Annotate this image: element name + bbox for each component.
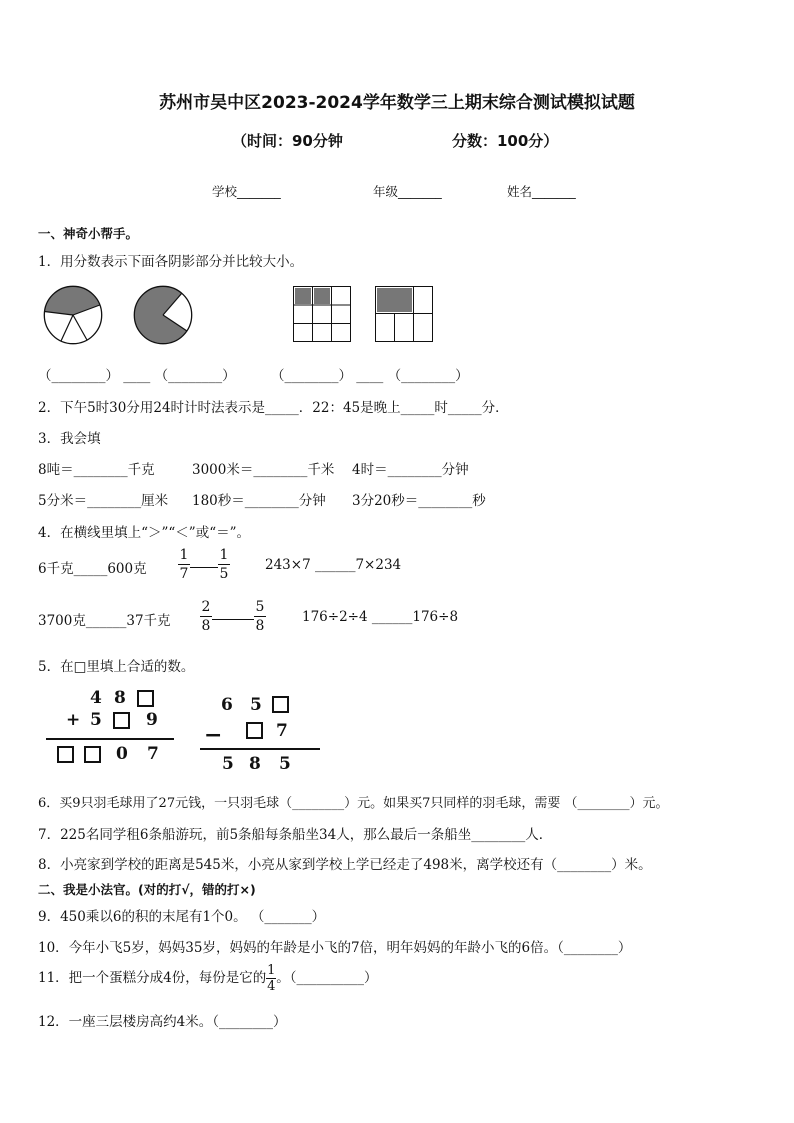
fraction: $\frac{1}{4}$ [267,963,276,994]
q3-item: 5分米＝________厘米 [38,493,169,509]
addition-line [46,738,174,740]
q3-item: 3000米＝________千米 [192,462,335,478]
fraction: $\frac{1}{5}$ [219,547,229,582]
page-title: 苏州市吴中区2023-2024学年数学三上期末综合测试模拟试题 [159,93,635,113]
question-5: 5．在□里填上合适的数。 [38,659,195,675]
q1-circle-figure-2 [132,284,194,346]
subtraction-line [200,748,320,750]
fraction: $\frac{2}{8}$ [201,599,211,634]
exam-score: 分数：100分） [452,132,559,150]
q3-item: 180秒＝________分钟 [192,493,326,509]
answer-box[interactable] [246,722,263,739]
question-2: 2．下午5时30分用24时计时法表示是_____．22：45是晚上_____时_____分． [38,400,509,416]
q1-grid-figure-2 [375,286,433,342]
question-6: 6．买9只羽毛球用了27元钱，一只羽毛球（________）元。如果买7只同样的羽毛球，需要 （________）元。 [38,796,669,811]
q4-compare: 6千克_____600克 [38,561,147,577]
question-8: 8．小亮家到学校的距离是545米，小亮从家到学校上学已经走了498米，离学校还有（________）米。 [38,857,652,873]
section-2-heading: 二、我是小法官。(对的打√，错的打×) [38,882,256,897]
q4-fraction-compare [178,546,230,583]
q3-item: 8吨＝________千克 [38,462,155,478]
fraction: $\frac{1}{7}$ [179,547,189,582]
question-3: 3．我会填 [38,431,101,447]
answer-box[interactable] [137,690,154,707]
q4-compare: 243×7 ______7×234 [265,557,402,573]
q4-fraction-compare [200,598,266,635]
grade-field[interactable]: 年级_______ [373,184,442,199]
name-field[interactable]: 姓名_______ [507,184,576,199]
school-field[interactable]: 学校_______ [212,184,281,199]
answer-box[interactable] [272,696,289,713]
question-7: 7．225名同学租6条船游玩，前5条船每条船坐34人，那么最后一条船坐________人． [38,827,553,843]
q4-compare: 176÷2÷4 ______176÷8 [302,609,459,625]
question-4: 4．在横线里填上“＞”“＜”或“＝”。 [38,525,250,541]
q3-item: 3分20秒＝________秒 [352,493,486,509]
answer-box[interactable] [113,712,130,729]
question-12: 12．一座三层楼房高约4米。（________） [38,1014,287,1030]
question-10: 10．今年小飞5岁，妈妈35岁，妈妈的年龄是小飞的7倍，明年妈妈的年龄小飞的6倍。（________） [38,940,632,956]
question-9: 9．450乘以6的积的末尾有1个0。 （_______） [38,909,326,925]
q3-item: 4时＝________分钟 [352,462,469,478]
q4-compare: 3700克______37千克 [38,613,171,629]
q1-answer-row-2[interactable]: （________） ____ （________） [271,368,469,384]
fraction: $\frac{5}{8}$ [255,599,265,634]
answer-box[interactable] [84,746,101,763]
exam-time: （时间：90分钟 [232,132,343,150]
question-11: 11．把一个蛋糕分成4份，每份是它的 $\frac{1}{4}$ 。（__________） [38,963,378,994]
answer-box[interactable] [57,746,74,763]
q1-circle-figure-1 [42,284,104,346]
section-1-heading: 一、神奇小帮手。 [38,226,139,241]
question-1: 1．用分数表示下面各阴影部分并比较大小。 [38,254,304,270]
q1-grid-figure-1 [293,286,351,342]
q1-answer-row-1[interactable]: （________） ____ （________） [38,368,236,384]
